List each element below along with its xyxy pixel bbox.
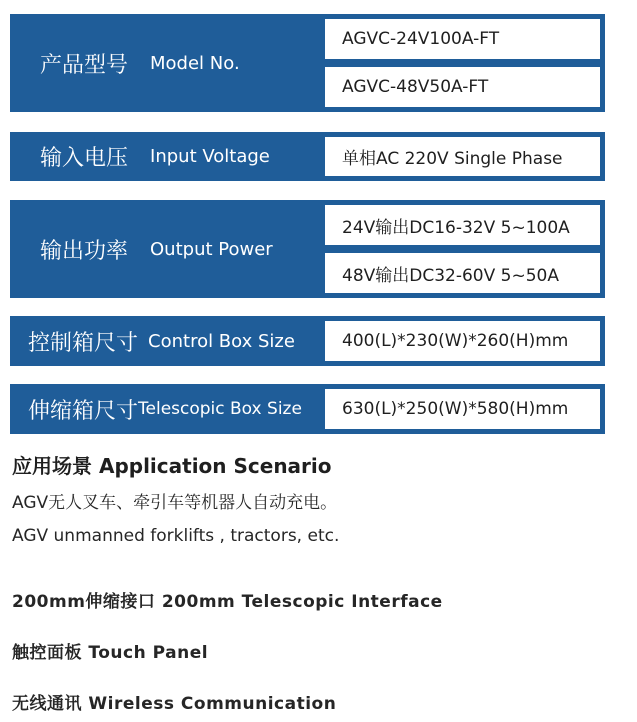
telescopic-box-value: 630(L)*250(W)*580(H)mm bbox=[325, 389, 600, 429]
spec-values-output-power bbox=[325, 200, 600, 298]
spec-values-telescopic-box bbox=[325, 384, 600, 434]
input-voltage-value: 单相AC 220V Single Phase bbox=[325, 137, 600, 176]
telescopic-box-label-cn: 伸缩箱尺寸 bbox=[28, 398, 139, 424]
spec-label-input-voltage bbox=[10, 132, 355, 181]
spec-label-telescopic-box bbox=[10, 384, 343, 434]
output-power-value-1: 24V输出DC16-32V 5~100A bbox=[325, 205, 600, 245]
control-box-label-cn: 控制箱尺寸 bbox=[28, 330, 139, 356]
feature-wireless-communication: 无线通讯 Wireless Communication bbox=[12, 694, 337, 714]
spec-row-input-voltage bbox=[10, 132, 605, 181]
spec-label-control-box bbox=[10, 316, 343, 366]
spec-row-model bbox=[10, 14, 605, 112]
model-value-2: AGVC-48V50A-FT bbox=[325, 67, 600, 107]
spec-label-output-power bbox=[10, 200, 355, 298]
control-box-value: 400(L)*230(W)*260(H)mm bbox=[325, 321, 600, 361]
output-power-label-cn: 输出功率 bbox=[40, 238, 129, 264]
input-voltage-label-en: Input Voltage bbox=[150, 146, 270, 167]
output-power-value-2: 48V输出DC32-60V 5~50A bbox=[325, 253, 600, 293]
spec-label-model bbox=[10, 14, 355, 112]
spec-values-control-box bbox=[325, 316, 600, 366]
spec-values-model bbox=[325, 14, 600, 112]
feature-touch-panel: 触控面板 Touch Panel bbox=[12, 643, 209, 663]
application-line-en: AGV unmanned forklifts , tractors, etc. bbox=[12, 526, 340, 546]
model-value-1: AGVC-24V100A-FT bbox=[325, 19, 600, 59]
spec-row-telescopic-box bbox=[10, 384, 605, 434]
spec-row-control-box bbox=[10, 316, 605, 366]
feature-telescopic-interface: 200mm伸缩接口 200mm Telescopic Interface bbox=[12, 592, 443, 612]
telescopic-box-label-en: Telescopic Box Size bbox=[138, 399, 302, 419]
output-power-label-en: Output Power bbox=[150, 238, 273, 260]
spec-values-input-voltage bbox=[325, 132, 600, 181]
model-label-en: Model No. bbox=[150, 52, 240, 74]
model-label-cn: 产品型号 bbox=[40, 52, 129, 78]
application-title: 应用场景 Application Scenario bbox=[12, 454, 332, 478]
application-line-cn: AGV无人叉车、牵引车等机器人自动充电。 bbox=[12, 493, 338, 513]
input-voltage-label-cn: 输入电压 bbox=[40, 146, 129, 171]
spec-row-output-power bbox=[10, 200, 605, 298]
control-box-label-en: Control Box Size bbox=[148, 330, 295, 352]
